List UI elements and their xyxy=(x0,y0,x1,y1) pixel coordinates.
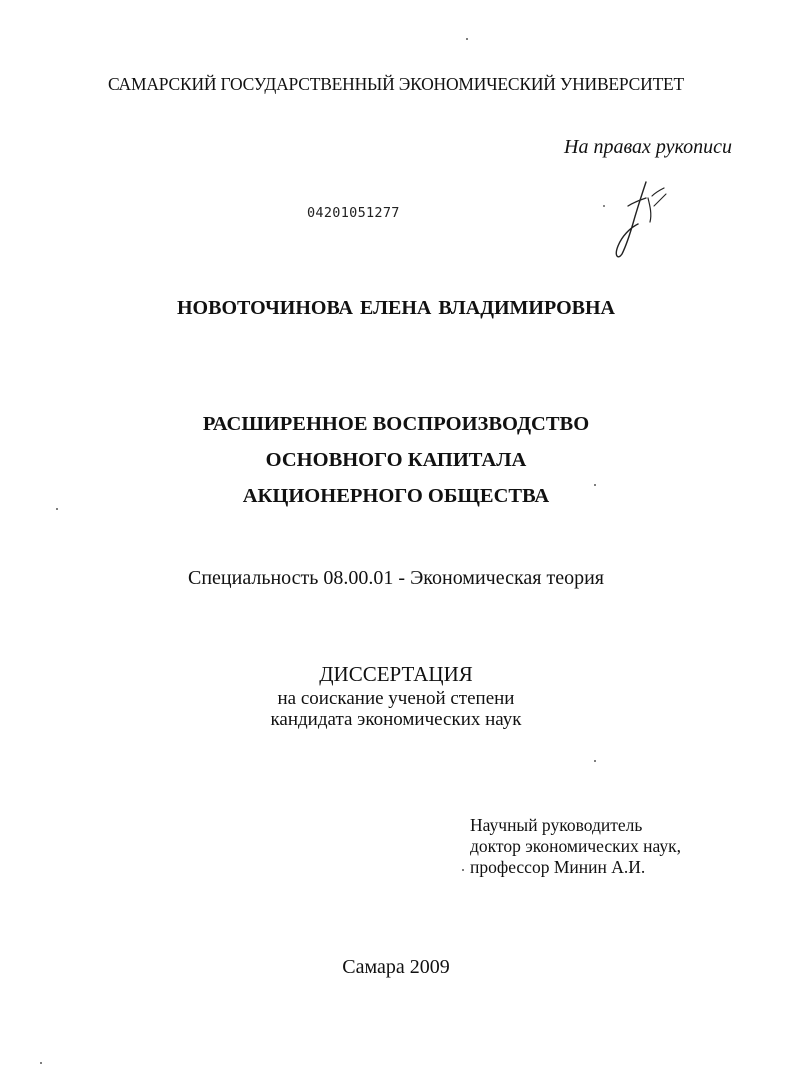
dissertation-title-line-1: РАСШИРЕННОЕ ВОСПРОИЗВОДСТВО xyxy=(202,413,590,435)
university-name: САМАРСКИЙ ГОСУДАРСТВЕННЫЙ ЭКОНОМИЧЕСКИЙ УНИВЕРСИТЕТ xyxy=(107,74,685,94)
dissertation-title-line-3: АКЦИОНЕРНОГО ОБЩЕСТВА xyxy=(242,485,550,507)
advisor-degree: доктор экономических наук, xyxy=(470,836,681,856)
degree-line-1: на соискание ученой степени xyxy=(277,688,515,709)
dissertation-title-line-2: ОСНОВНОГО КАПИТАЛА xyxy=(265,449,527,471)
scan-speck xyxy=(56,508,58,510)
advisor-role: Научный руководитель xyxy=(470,815,643,835)
manuscript-rights-note: На правах рукописи xyxy=(564,136,732,158)
archive-number: 04201051277 xyxy=(307,205,400,221)
city-year: Самара 2009 xyxy=(342,956,450,978)
advisor-name: профессор Минин А.И. xyxy=(470,857,646,877)
scan-speck xyxy=(466,38,468,40)
author-name: НОВОТОЧИНОВА ЕЛЕНА ВЛАДИМИРОВНА xyxy=(176,297,615,319)
scan-speck xyxy=(594,484,596,486)
scan-speck xyxy=(462,869,464,871)
degree-line-2: кандидата экономических наук xyxy=(270,709,522,730)
document-type: ДИССЕРТАЦИЯ xyxy=(319,662,473,686)
handwritten-signature xyxy=(598,176,678,260)
scan-speck xyxy=(594,760,596,762)
scan-speck xyxy=(40,1062,42,1064)
specialty: Специальность 08.00.01 - Экономическая теория xyxy=(188,567,604,589)
